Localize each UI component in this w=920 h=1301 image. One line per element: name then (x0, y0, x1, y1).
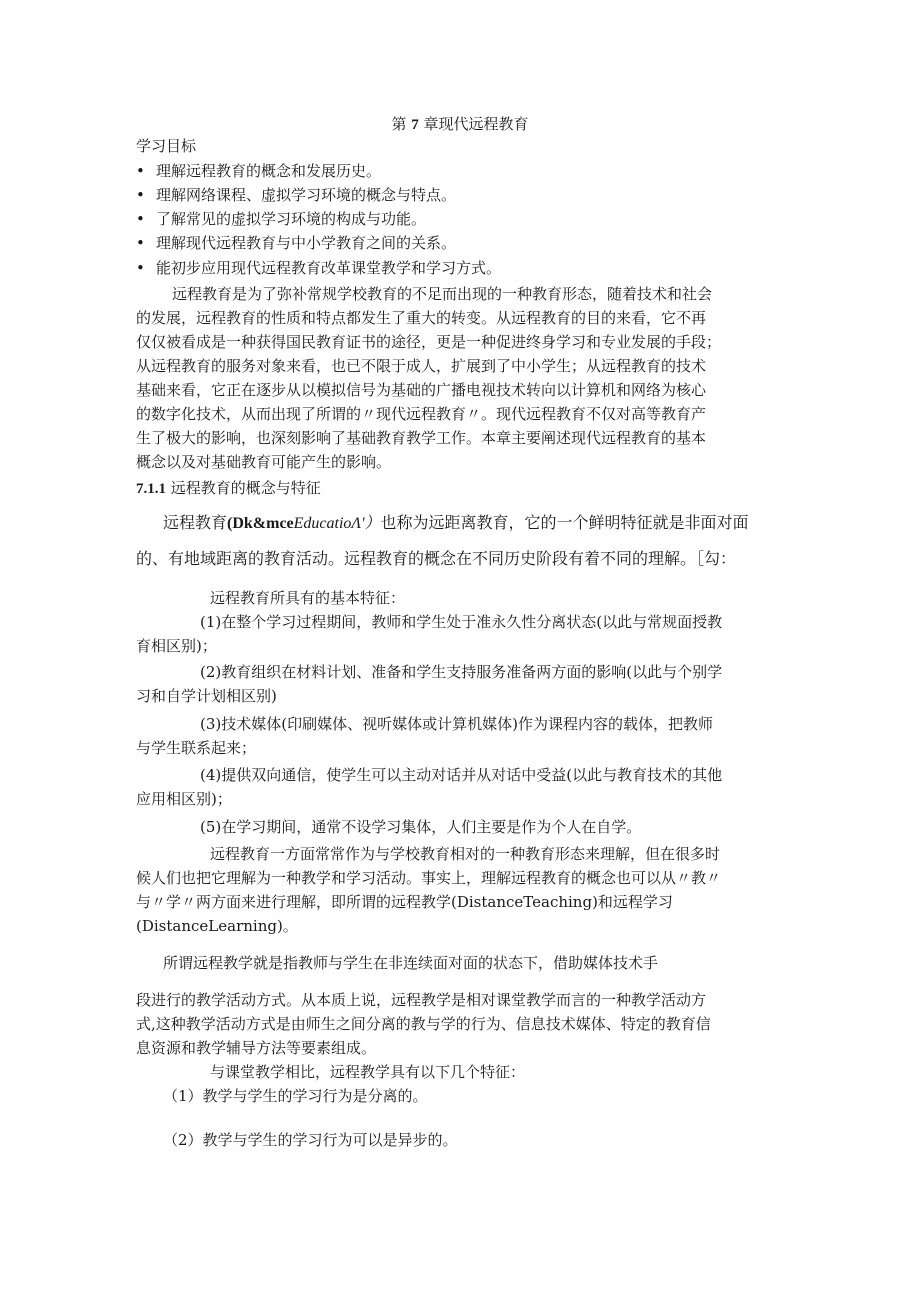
intro-line: 生了极大的影响，也深刻影响了基础教育教学工作。本章主要阐述现代远程教育的基本 (136, 429, 707, 447)
intro-line: 远程教育是为了弥补常规学校教育的不足而出现的一种教育形态，随着技术和社会 (172, 285, 713, 303)
paragraph-line: 所谓远程教学就是指教师与学生在非连续面对面的状态下，借助媒体技术手 (163, 954, 659, 972)
objective-item: • 理解现代远程教育与中小学教育之间的关系。 (136, 234, 457, 252)
intro-line: 从远程教育的服务对象来看，也已不限于成人，扩展到了中小学生；从远程教育的技术 (136, 357, 707, 375)
paragraph-line: 息资源和教学辅导方法等要素组成。 (136, 1039, 377, 1057)
paragraph-line: 段进行的教学活动方式。从本质上说，远程教学是相对课堂教学而言的一种教学活动方 (136, 991, 707, 1009)
feature-item-cont: 应用相区别)； (136, 790, 232, 808)
feature-item-cont: 育相区别)； (136, 637, 217, 655)
intro-line: 仅仅被看成是一种获得国民教育证书的途径，更是一种促进终身学习和专业发展的手段； (136, 333, 722, 351)
paragraph-line: 远程教育一方面常常作为与学校教育相对的一种教育形态来理解，但在很多时 (210, 845, 721, 863)
paragraph-line: 式,这种教学活动方式是由师生之间分离的教与学的行为、信息技术媒体、特定的教育信 (136, 1015, 711, 1033)
objective-item: • 理解网络课程、虚拟学习环境的概念与特点。 (136, 186, 457, 204)
features-heading: 远程教育所具有的基本特征： (210, 589, 406, 607)
paragraph-line: 候人们也把它理解为一种教学和学习活动。事实上，理解远程教育的概念也可以从〃教〃 (136, 869, 722, 887)
feature-item-cont: 习和自学计划相区别) (136, 687, 277, 705)
objective-item: • 理解远程教育的概念和发展历史。 (136, 162, 382, 180)
intro-line: 的发展，远程教育的性质和特点都发生了重大的转变。从远程教育的目的来看，它不再 (136, 309, 707, 327)
feature-item: (5)在学习期间，通常不设学习集体，人们主要是作为个人在自学。 (200, 818, 642, 836)
objective-item: • 能初步应用现代远程教育改革课堂教学和学习方式。 (136, 259, 502, 277)
compare-item: （2）教学与学生的学习行为可以是异步的。 (163, 1131, 458, 1149)
feature-item-cont: 与学生联系起来； (136, 739, 257, 757)
paragraph-line: (DistanceLearning)。 (136, 917, 298, 935)
chapter-title: 第 7 章现代远程教育 (391, 115, 529, 133)
feature-item: (4)提供双向通信，使学生可以主动对话并从对话中受益(以此与教育技术的其他 (200, 766, 723, 784)
objectives-heading: 学习目标 (136, 137, 197, 155)
feature-item: (2)教育组织在材料计划、准备和学生支持服务准备两方面的影响(以此与个别学 (200, 663, 723, 681)
objective-item: • 了解常见的虚拟学习环境的构成与功能。 (136, 210, 427, 228)
feature-item: (1)在整个学习过程期间，教师和学生处于准永久性分离状态(以此与常规面授教 (200, 613, 723, 631)
feature-item: (3)技术媒体(印刷媒体、视听媒体或计算机媒体)作为课程内容的载体，把教师 (200, 715, 713, 733)
intro-line: 基础来看，它正在逐步从以模拟信号为基础的广播电视技术转向以计算机和网络为核心 (136, 381, 707, 399)
definition-line: 远程教育(Dk&mceEducatioΛ'）也称为远距离教育，它的一个鲜明特征就是非面对面 (163, 513, 749, 532)
intro-line: 概念以及对基础教育可能产生的影响。 (136, 453, 392, 471)
section-heading: 7.1.1 远程教育的概念与特征 (136, 479, 321, 497)
paragraph-line: 与〃学〃两方面来进行理解，即所谓的远程教学(DistanceTeaching)和远程学习 (136, 893, 673, 911)
intro-line: 的数字化技术，从而出现了所谓的〃现代远程教育〃。现代远程教育不仅对高等教育产 (136, 405, 707, 423)
compare-item: （1）教学与学生的学习行为是分离的。 (163, 1087, 428, 1105)
compare-heading: 与课堂教学相比，远程教学具有以下几个特征： (210, 1063, 526, 1081)
definition-line: 的、有地域距离的教育活动。远程教育的概念在不同历史阶段有着不同的理解。［勾： (136, 549, 737, 568)
